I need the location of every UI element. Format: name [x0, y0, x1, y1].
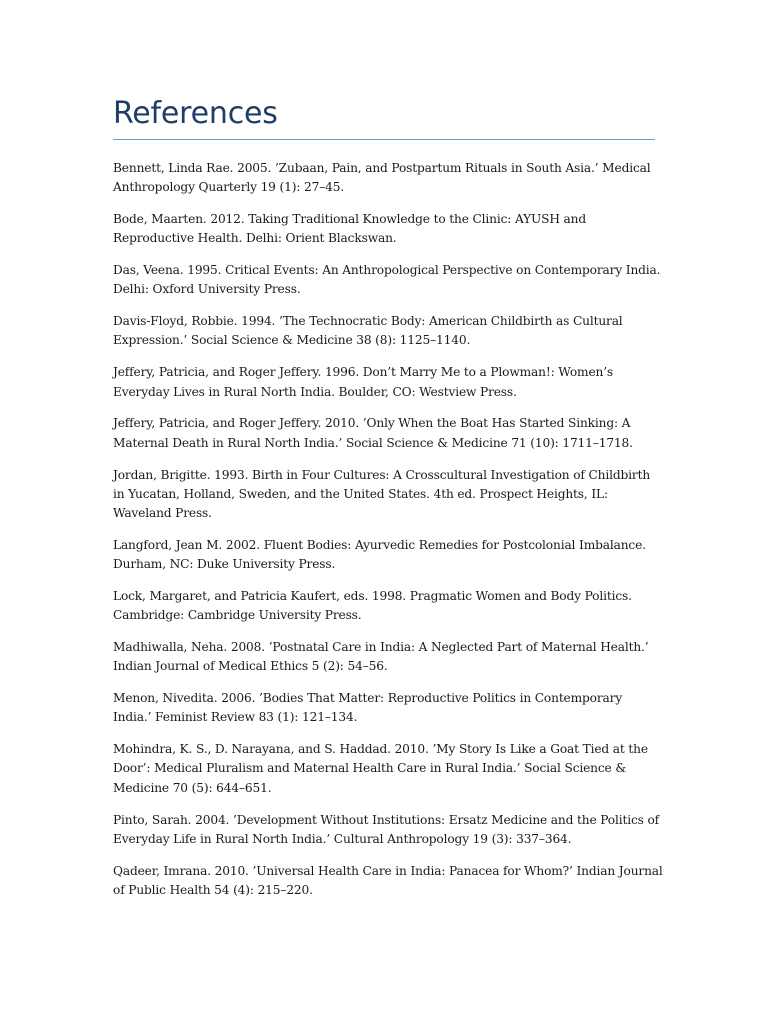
reference-item: Das, Veena. 1995. Critical Events: An Anthropological Perspective on Contemporary India. Delhi: Oxford University Press. — [113, 263, 661, 297]
reference-item: Jeffery, Patricia, and Roger Jeffery. 1996. Don’t Marry Me to a Plowman!: Women’s Everyday Lives in Rural North India. Boulder, CO: Westview Press. — [113, 365, 614, 399]
reference-item: Jeffery, Patricia, and Roger Jeffery. 2010. ’Only When the Boat Has Started Sinking: A Maternal Death in Rural North India.’ Social Science & Medicine 71 (10): 1711–1718. — [113, 416, 633, 450]
reference-item: Bode, Maarten. 2012. Taking Traditional Knowledge to the Clinic: AYUSH and Reproductive Health. Delhi: Orient Blackswan. — [113, 212, 586, 246]
reference-item: Bennett, Linda Rae. 2005. ’Zubaan, Pain, and Postpartum Rituals in South Asia.’ Medical Anthropology Quarterly 19 (1): 27–45. — [113, 161, 651, 195]
reference-item: Davis-Floyd, Robbie. 1994. ’The Technocratic Body: American Childbirth as Cultural Expression.’ Social Science & Medicine 38 (8): 1125–1140. — [113, 314, 623, 348]
reference-item: Madhiwalla, Neha. 2008. ’Postnatal Care in India: A Neglected Part of Maternal Health.’ Indian Journal of Medical Ethics 5 (2): 54–56. — [113, 640, 649, 674]
reference-item: Pinto, Sarah. 2004. ’Development Without Institutions: Ersatz Medicine and the Politics of Everyday Life in Rural North India.’ Cultural Anthropology 19 (3): 337–364. — [113, 812, 660, 846]
reference-item: Menon, Nivedita. 2006. ’Bodies That Matter: Reproductive Politics in Contemporary India.’ Feminist Review 83 (1): 121–134. — [113, 691, 623, 725]
reference-item: Qadeer, Imrana. 2010. ’Universal Health Care in India: Panacea for Whom?’ Indian Journal of Public Health 54 (4): 215–220. — [113, 863, 663, 897]
reference-item: Langford, Jean M. 2002. Fluent Bodies: Ayurvedic Remedies for Postcolonial Imbalance. Durham, NC: Duke University Press. — [113, 537, 646, 572]
reference-list — [113, 159, 663, 913]
heading-divider — [113, 139, 655, 140]
reference-item: Lock, Margaret, and Patricia Kaufert, eds. 1998. Pragmatic Women and Body Politics. Cambridge: Cambridge University Press. — [113, 588, 632, 623]
page-title: References — [113, 96, 278, 131]
reference-item: Jordan, Brigitte. 1993. Birth in Four Cultures: A Crosscultural Investigation of Childbirth in Yucatan, Holland, Sweden, and the United States. 4th ed. Prospect Heights, IL: Waveland Press. — [113, 467, 651, 520]
reference-item: Mohindra, K. S., D. Narayana, and S. Haddad. 2010. ’My Story Is Like a Goat Tied at the Door’: Medical Pluralism and Maternal Health Care in Rural India.’ Social Science & Medicine 70 (5): 644–651. — [113, 742, 648, 795]
